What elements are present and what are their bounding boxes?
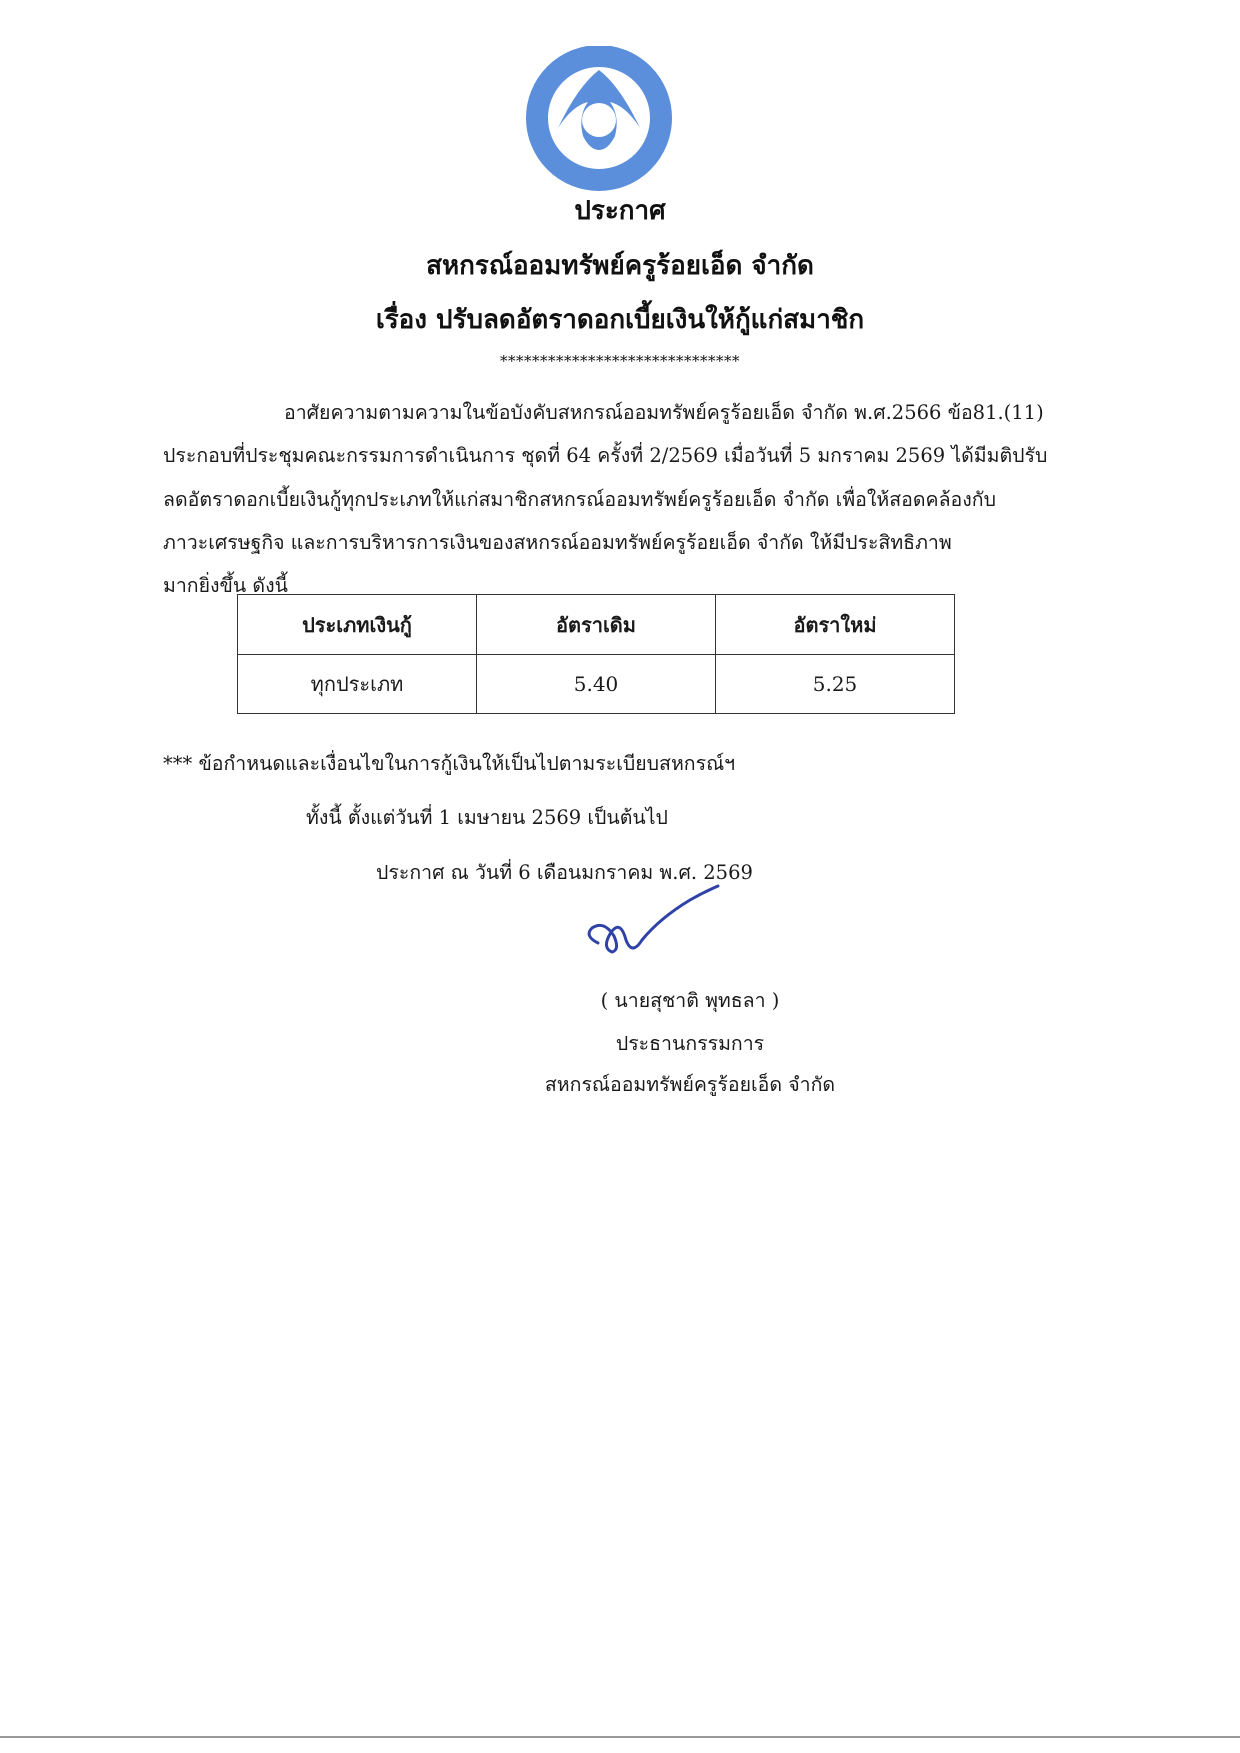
signer-position: ประธานกรรมการ (615, 1032, 765, 1055)
column-header-new-rate: อัตราใหม่ (716, 595, 955, 655)
handwritten-signature (580, 878, 730, 968)
logo-ring-text: สหกรณ์ออมทรัพย์ครูร้อยเอ็ด จำกัด (550, 155, 648, 188)
signer-name: ( นายสุชาติ พุทธลา ) (600, 989, 780, 1012)
new-rate-cell: 5.25 (716, 655, 955, 714)
organization-heading: สหกรณ์ออมทรัพย์ครูร้อยเอ็ด จำกัด (426, 251, 814, 281)
body-line: ลดอัตราดอกเบี้ยเงินกู้ทุกประเภทให้แก่สมาชิกสหกรณ์ออมทรัพย์ครูร้อยเอ็ด จำกัด เพื่อให้สอดคล้องกับ (163, 488, 996, 511)
loan-type-cell: ทุกประเภท (238, 655, 477, 714)
column-header-old-rate: อัตราเดิม (477, 595, 716, 655)
body-line: มากยิ่งขึ้น ดังนี้ (163, 574, 288, 597)
body-line: ภาวะเศรษฐกิจ และการบริหารการเงินของสหกรณ์ออมทรัพย์ครูร้อยเอ็ด จำกัด ให้มีประสิทธิภาพ (163, 531, 952, 554)
conditions-note: *** ข้อกำหนดและเงื่อนไขในการกู้เงินให้เป็นไปตามระเบียบสหกรณ์ฯ (163, 752, 736, 775)
table-header-row (238, 595, 955, 655)
subject-heading: เรื่อง ปรับลดอัตราดอกเบี้ยเงินให้กู้แก่สมาชิก (375, 305, 865, 335)
page-bottom-rule (0, 1736, 1240, 1738)
body-line: ประกอบที่ประชุมคณะกรรมการดำเนินการ ชุดที่ 64 ครั้งที่ 2/2569 เมื่อวันที่ 5 มกราคม 2569 ได้มีมติปรับ (163, 444, 1048, 467)
announcement-title: ประกาศ (574, 196, 666, 226)
cooperative-logo (518, 46, 680, 208)
effective-date: ทั้งนี้ ตั้งแต่วันที่ 1 เมษายน 2569 เป็นต้นไป (306, 806, 668, 829)
signer-organization: สหกรณ์ออมทรัพย์ครูร้อยเอ็ด จำกัด (544, 1073, 836, 1096)
announcement-date: ประกาศ ณ วันที่ 6 เดือนมกราคม พ.ศ. 2569 (376, 861, 753, 884)
interest-rate-table (237, 594, 955, 714)
body-line: อาศัยความตามความในข้อบังคับสหกรณ์ออมทรัพย์ครูร้อยเอ็ด จำกัด พ.ศ.2566 ข้อ81.(11) (284, 401, 1044, 424)
old-rate-cell: 5.40 (477, 655, 716, 714)
separator: ****************************** (500, 352, 740, 370)
column-header-loan-type: ประเภทเงินกู้ (238, 595, 477, 655)
table-row (238, 655, 955, 714)
